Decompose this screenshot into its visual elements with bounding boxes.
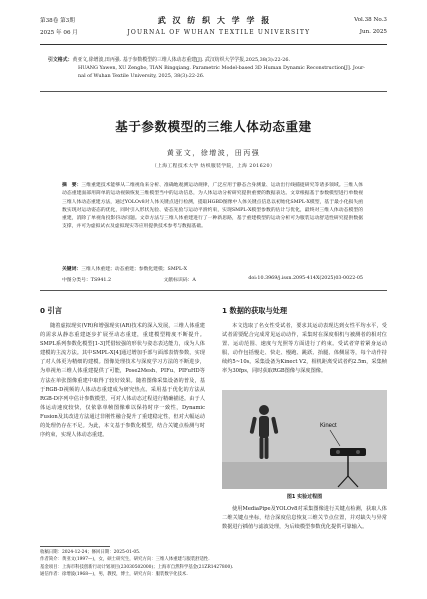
footnote-author: 作者简介：黄亚文(1997—)，女，硕士研究生，研究方向：三维人体重建与服装舒适性. bbox=[40, 557, 210, 563]
abstract-label: 摘 要： bbox=[62, 182, 82, 188]
citation-block bbox=[48, 56, 387, 81]
figure-1-caption: 图1 实验过程图 bbox=[286, 494, 323, 500]
abstract-text: 三维重建技术能够从二维视角来分析、准确地观测运动规律，广泛应用于静态合身测量、运动出行线捕捉研究等诸多领域。三维人体动态重建面部用简单的运动视频恢复三维模型当中的运动信息，为人体运动分析研究提供重要的数据表达。文章根据基于参数模型进行单数视三维人体动态重建方法，通过YOLOv8对人体关键点进行检测，提取HGBD图像中人体关键点信息以初始化SMPL-X模型，基于最小化损失函数实现对运动姿态的优化，同时引入形状先验、姿态先验与运动平滑约束，实现SMPL-X模型参数的估计与优化，最终对三维人体动态模型的重建，消除了单视角投影抖动问题。文章方法与三维人体重建进行了一种新思路，基于重建模型的运动分析可为服装运动舒适性研究提供数据支撑，并可为虚拟试衣及虚拟现实等应用提供技术参考与数据基础。 bbox=[62, 183, 363, 230]
doi: doi:10.3969/j.issn.2095-414X(2025)03-0022-05 bbox=[248, 276, 363, 281]
footnote-corresponding: 通信作者：徐增波(1968—)，男，教授，博士，研究方向：服装数字化技术. bbox=[40, 572, 188, 578]
paper-title: 基于参数模型的三维人体动态重建 bbox=[115, 119, 312, 134]
right-column bbox=[222, 296, 387, 377]
journal-name-en: JOURNAL OF WUHAN TEXTILE UNIVERSITY bbox=[127, 28, 311, 36]
footnotes bbox=[40, 549, 387, 579]
section1-paragraph-2-block bbox=[222, 505, 387, 532]
experiment-photo bbox=[222, 390, 387, 489]
kinect-label: Kinect bbox=[320, 423, 337, 429]
section1-heading: 1 数据的获取与处理 bbox=[222, 306, 288, 315]
citation-en-line2: nal of Wuhan Textile University, 2025, 38(3):22-26. bbox=[78, 73, 205, 80]
footnote-divider bbox=[40, 546, 110, 547]
meta-divider bbox=[40, 290, 387, 291]
intro-paragraph: 随着虚拟现实(VR)和增强现实(AR)技术的深入发展，三维人体重建的需求从静态重建逐步扩展至动态重建，重建模型精度不断提升。SMPL系列参数化模型[1-3]凭借较强的形状与姿态表达能力，成为人体建模的主流方法。其中SMPL-X[4]通过增加手部与面部表情参数，实现了对人体更为精细的建模。图像处理技术与深度学习方法的不断进步，为单视角三维人体重建提供了可能，Pose2Mesh、PIFu、PIFuHD等方法在单张图像重建中取得了较好效果。随着图像采集设备的普及，基于RGB-D视频的人体动态重建成为研究热点。采用基于优化的方法从RGB-D序列中估计参数模型，可对人体动态过程进行精确描述。由于人体运动速度较快，仅依靠单帧图像难以保持时序一致性，Dynamic Fusion及其改进方法通过非刚性融合提升了重建稳定性，但对大幅运动的处理仍存在不足。为此，本文基于参数化模型，结合关键点检测与时序约束，实现人体动态重建。 bbox=[40, 323, 205, 439]
left-column bbox=[40, 296, 205, 440]
volume-issue: 第38卷 第3期 bbox=[40, 18, 75, 24]
figure-1 bbox=[222, 390, 387, 489]
header-divider bbox=[40, 44, 387, 45]
footnote-fund: 基金项目：上海市科技创新行动计划项目(23030502000)；上海市自然科学基金(21ZR1427800). bbox=[40, 564, 234, 570]
abstract bbox=[62, 181, 363, 232]
citation-label: 引文格式： bbox=[48, 57, 73, 63]
keywords-text: 三维人体重建；动态重建；参数化建模；SMPL-X bbox=[81, 267, 188, 272]
clc-number: 中图分类号：TS941.2 bbox=[62, 278, 112, 283]
paper-authors: 黄亚文，徐增波，田丙强 bbox=[166, 149, 261, 157]
publish-date-en: Jun. 2025 bbox=[359, 29, 387, 35]
article-meta bbox=[62, 276, 363, 283]
citation-divider bbox=[40, 91, 387, 92]
paper-affiliation: （上海工程技术大学 纺织服装学院，上海 201620） bbox=[151, 164, 276, 169]
footnote-received: 收稿日期：2024-12-24；修回日期：2025-01-05. bbox=[40, 550, 141, 555]
section1-paragraph-1: 本文选取了名女性受试者，要求其运动表现达到女性平均水平，受试者需要配合完成常见运动动作，采集时在深度相机与被测者的相对位置、运动范围、速度与光照等方面进行了约束。受试者穿着紧身运动服，动作包括慢走、快走、慢跑、跳跃、抬腿、体侧屈等，每个动作持续约5~10s。采集设备为Kinect V2，相机距离受试者约2.5m，采集帧率为30fps，同时获取RGB图像与深度图像。 bbox=[222, 323, 387, 375]
keywords-label: 关键词： bbox=[62, 266, 82, 272]
publish-date: 2025 年 06 月 bbox=[40, 30, 78, 36]
running-header bbox=[40, 14, 387, 52]
document-code: 文献标识码：A bbox=[163, 278, 196, 283]
intro-heading: 0 引言 bbox=[40, 306, 62, 315]
volume-issue-en: Vol.38 No.3 bbox=[354, 17, 387, 23]
citation-en-line1: HUANG Yawen, XU Zengbo, TIAN Bingqiang. Parametric Model-based 3D Human Dynamic Reconstruction[J]. Jour- bbox=[78, 65, 365, 72]
journal-name-cn: 武 汉 纺 织 大 学 学 报 bbox=[157, 14, 272, 25]
section1-paragraph-2: 使用MediaPipe及YOLOv8对采集图像进行关键点检测，获取人体二维关键点坐标，结合深度信息恢复三维关节点位置，并对缺失与异常数据进行插值与滤波处理，为后续模型参数优化提供可靠输入。 bbox=[222, 506, 387, 531]
keywords bbox=[62, 265, 363, 274]
citation-cn: 黄亚文,徐增波,田丙强. 基于参数模型的三维人体动态重建[J]. 武汉纺织大学学报,2025,38(3):22-26. bbox=[72, 57, 291, 63]
